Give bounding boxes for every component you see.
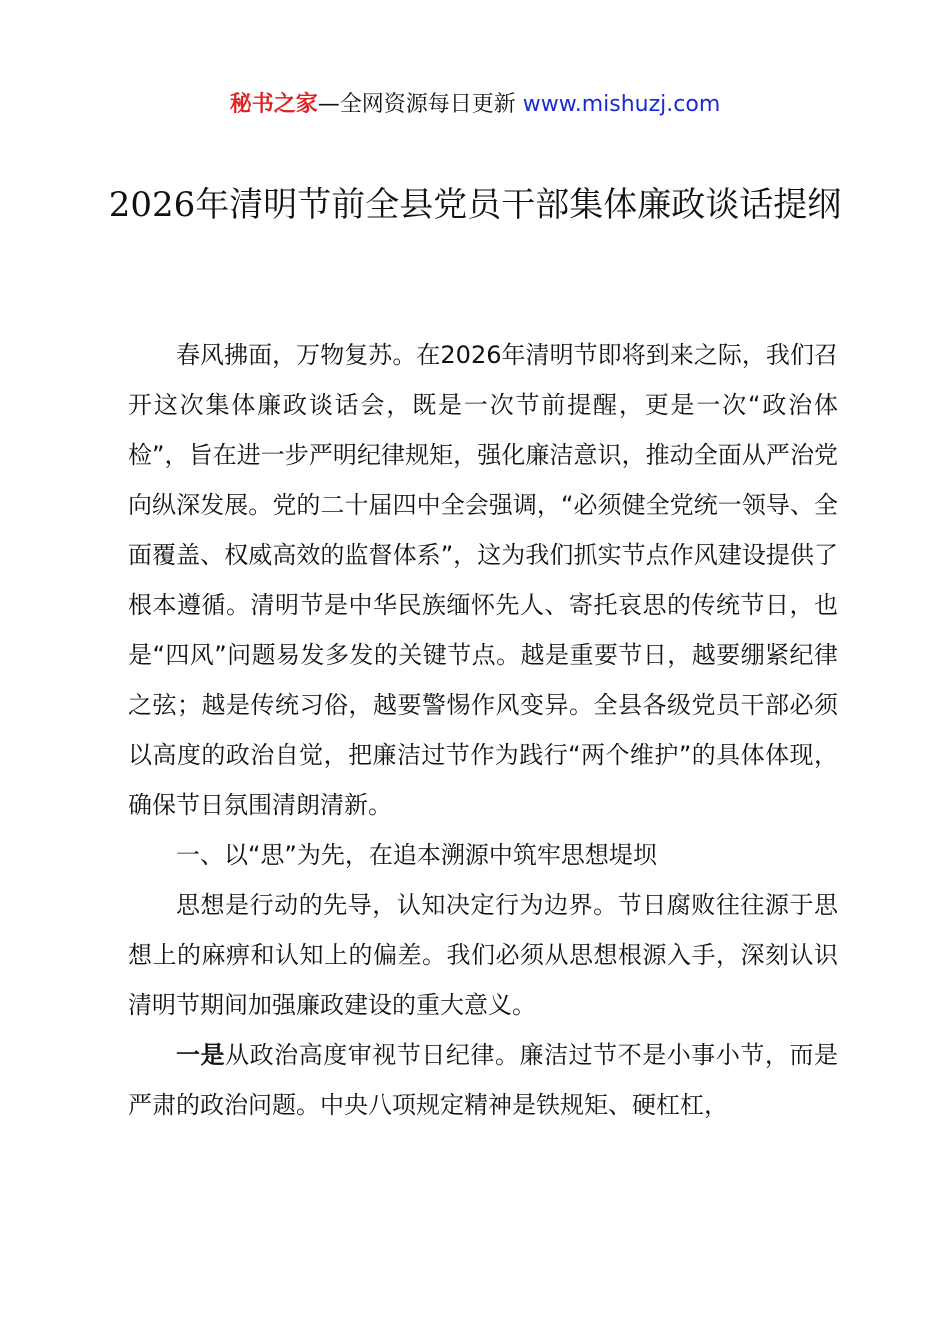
site-header [0,88,950,122]
header-tagline: —全网资源每日更新 [317,92,523,117]
section-heading-1: 一、以“思”为先，在追本溯源中筑牢思想堤坝 [176,841,657,869]
document-body [128,330,838,1130]
point-1-lead: 一是 [176,1041,226,1069]
section-1-paragraph: 思想是行动的先导，认知决定行为边界。节日腐败往往源于思想上的麻痹和认知上的偏差。我们必须从思想根源入手，深刻认识清明节期间加强廉政建设的重大意义。 [128,891,838,1019]
document-title: 2026年清明节前全县党员干部集体廉政谈话提纲 [108,185,842,225]
intro-paragraph: 春风拂面，万物复苏。在2026年清明节即将到来之际，我们召开这次集体廉政谈话会，既是一次节前提醒，更是一次“政治体检”，旨在进一步严明纪律规矩，强化廉洁意识，推动全面从严治党向纵深发展。党的二十届四中全会强调，“必须健全党统一领导、全面覆盖、权威高效的监督体系”，这为我们抓实节点作风建设提供了根本遵循。清明节是中华民族缅怀先人、寄托哀思的传统节日，也是“四风”问题易发多发的关键节点。越是重要节日，越要绷紧纪律之弦；越是传统习俗，越要警惕作风变异。全县各级党员干部必须以高度的政治自觉，把廉洁过节作为践行“两个维护”的具体体现，确保节日氛围清朗清新。 [128,341,838,819]
site-url-link[interactable]: www.mishuzj.com [522,92,721,117]
brand-name: 秘书之家 [229,92,318,117]
point-1-paragraph [128,1030,838,1130]
point-1-text: 从政治高度审视节日纪律。廉洁过节不是小事小节，而是严肃的政治问题。中央八项规定精神是铁规矩、硬杠杠， [128,1041,838,1119]
